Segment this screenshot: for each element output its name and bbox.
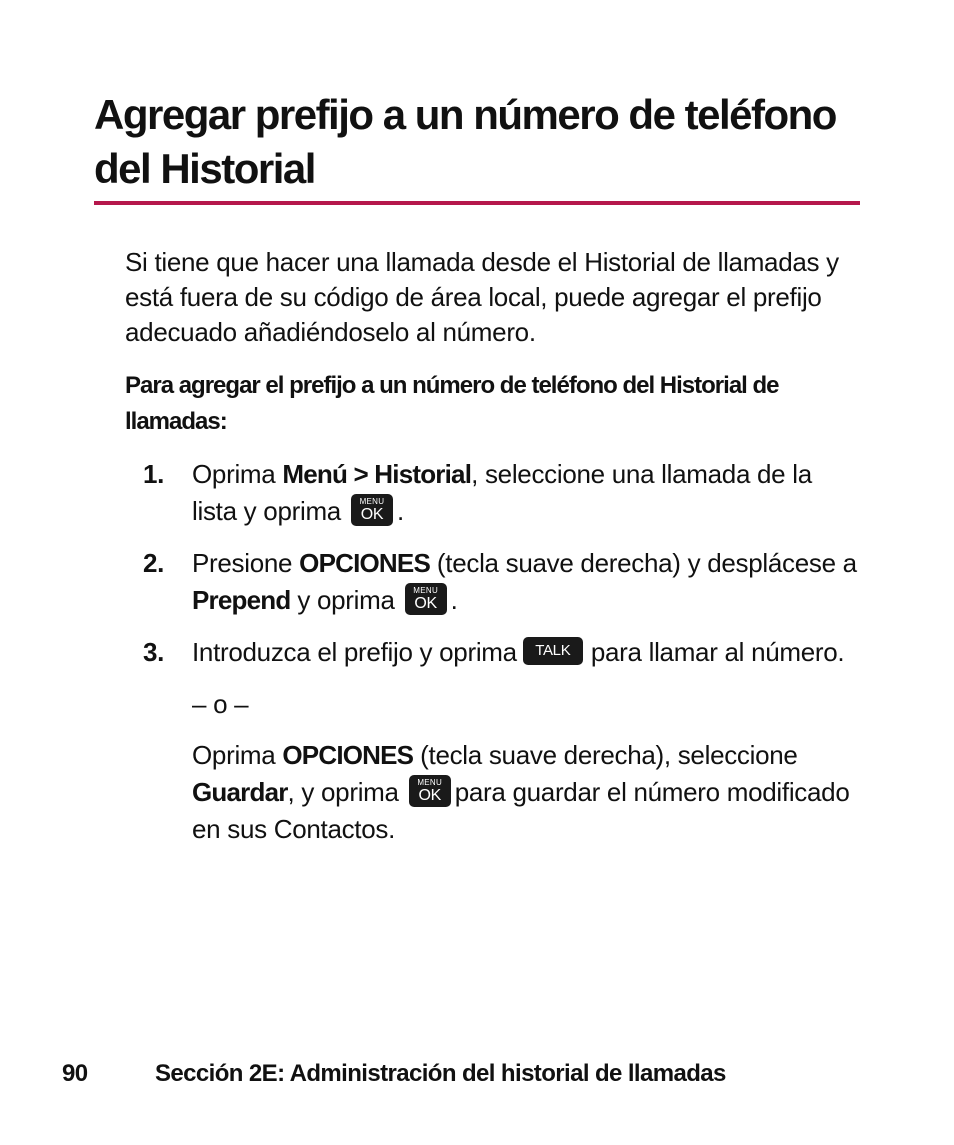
title-divider	[94, 201, 860, 205]
option-label: Guardar	[192, 777, 288, 807]
talk-key-icon: TALK	[523, 637, 583, 665]
menu-ok-key-icon	[405, 583, 447, 615]
step-1	[143, 456, 863, 530]
option-label: OPCIONES	[282, 740, 414, 770]
step-text: .	[396, 496, 404, 526]
key-label-small: MENU	[417, 778, 443, 788]
step-text: .	[450, 585, 458, 615]
step-text: para llamar al número.	[590, 637, 845, 667]
key-label-big: OK	[360, 506, 384, 524]
step-number: 1.	[143, 459, 165, 489]
intro-paragraph: Si tiene que hacer una llamada desde el Historial de llamadas y está fuera de su código de área local, puede agregar el prefijo adecuado añadiéndoselo al número.	[125, 247, 839, 347]
alternative-block	[192, 686, 863, 848]
option-label: OPCIONES	[299, 548, 430, 578]
key-label-big: OK	[414, 595, 437, 613]
menu-path: Menú > Historial	[282, 459, 472, 489]
step-text: Introduzca el prefijo y oprima	[192, 637, 517, 667]
step-text: (tecla suave derecha) y desplácese a	[430, 548, 857, 578]
or-separator: – o –	[192, 689, 249, 719]
step-text: , y oprima	[287, 777, 399, 807]
alternative-text	[192, 737, 863, 848]
step-text: Oprima	[192, 740, 283, 770]
section-title: Sección 2E: Administración del historial de llamadas	[155, 1060, 726, 1087]
step-text: y oprima	[290, 585, 395, 615]
step-number: 2.	[143, 548, 165, 578]
step-text: , seleccione una llamada de la lista y oprima	[192, 459, 812, 526]
menu-ok-key-icon	[351, 494, 393, 526]
step-text: Oprima	[192, 459, 283, 489]
step-3	[143, 634, 863, 848]
page-footer	[62, 1060, 726, 1088]
menu-ok-key-icon	[409, 775, 451, 807]
key-label-big: OK	[418, 787, 441, 805]
key-label-small: MENU	[413, 586, 439, 596]
option-label: Prepend	[192, 585, 291, 615]
procedure-heading: Para agregar el prefijo a un número de teléfono del Historial de llamadas:	[125, 372, 779, 435]
step-text: (tecla suave derecha), seleccione	[413, 740, 798, 770]
step-text: para guardar el número modificado en sus Contactos.	[192, 777, 850, 844]
step-number: 3.	[143, 637, 165, 667]
page-title: Agregar prefijo a un número de teléfono del Historial	[94, 91, 836, 192]
step-2	[143, 545, 863, 619]
steps-list	[143, 456, 863, 848]
step-text: Presione	[192, 548, 300, 578]
page-number: 90	[62, 1060, 88, 1087]
key-label-small: MENU	[359, 497, 385, 507]
